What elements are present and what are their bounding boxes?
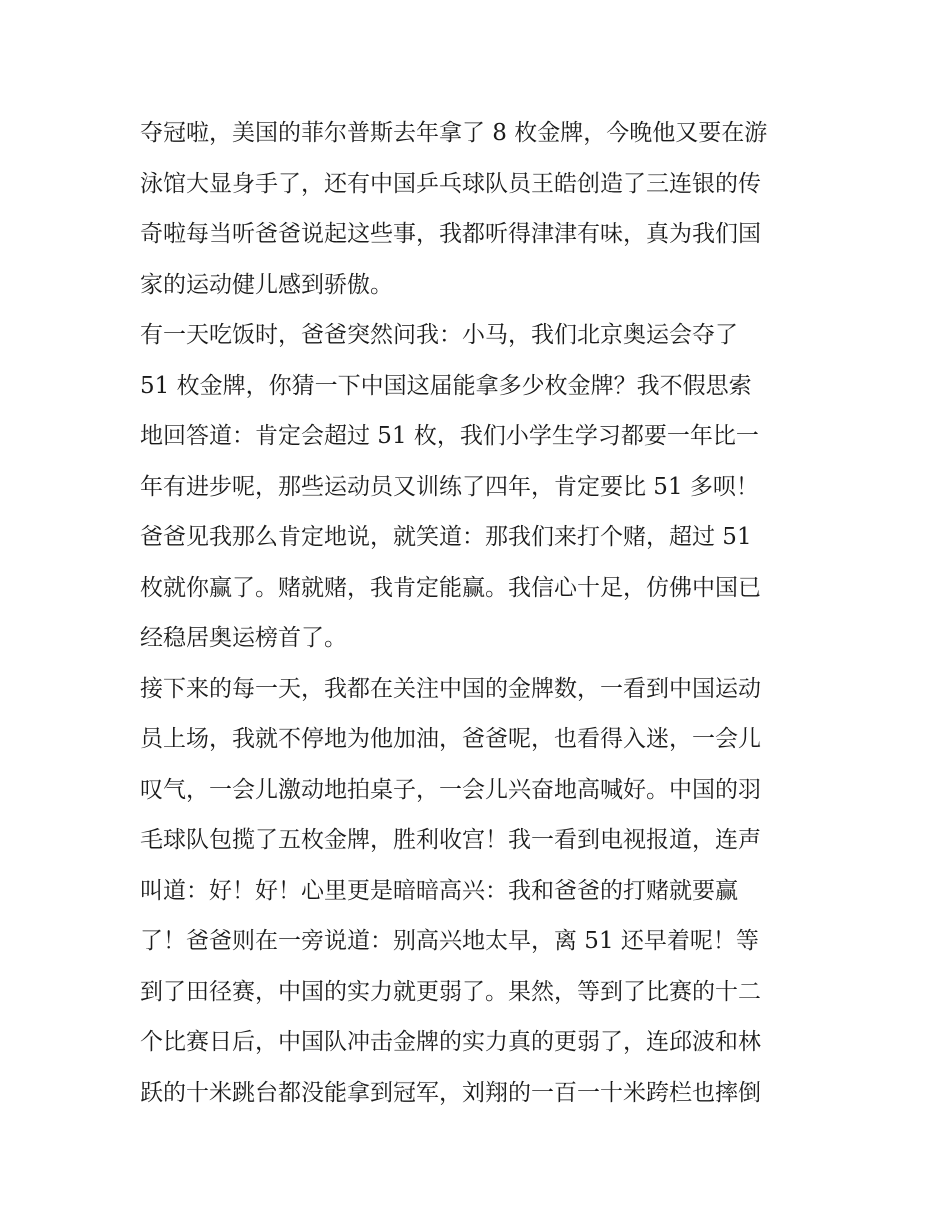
text-line: 地回答道：肯定会超过 51 枚，我们小学生学习都要一年比一 <box>140 423 759 449</box>
text-line: 51 枚金牌，你猜一下中国这届能拿多少枚金牌？我不假思索 <box>140 372 752 399</box>
text-line: 枚就你赢了。赌就赌，我肯定能赢。我信心十足，仿佛中国已 <box>140 574 761 601</box>
text-line: 爸爸见我那么肯定地说，就笑道：那我们来打个赌，超过 51 <box>140 524 752 550</box>
text-line: 有一天吃饭时，爸爸突然问我：小马，我们北京奥运会夺了 <box>140 322 738 348</box>
text-line: 跃的十米跳台都没能拿到冠军，刘翔的一百一十米跨栏也摔倒 <box>140 1079 761 1106</box>
text-line: 叹气，一会儿激动地拍桌子，一会儿兴奋地高喊好。中国的羽 <box>140 776 761 803</box>
text-line: 员上场，我就不停地为他加油，爸爸呢，也看得入迷，一会儿 <box>140 726 761 752</box>
text-line: 了！爸爸则在一旁说道：别高兴地太早，离 51 还早着呢！等 <box>140 928 759 954</box>
text-line: 夺冠啦，美国的菲尔普斯去年拿了 8 枚金牌，今晚他又要在游 <box>140 120 768 146</box>
text-line: 个比赛日后，中国队冲击金牌的实力真的更弱了，连邱波和林 <box>140 1029 761 1055</box>
text-line: 毛球队包揽了五枚金牌，胜利收宫！我一看到电视报道，连声 <box>140 827 761 853</box>
text-line: 经稳居奥运榜首了。 <box>140 625 347 651</box>
text-line: 奇啦每当听爸爸说起这些事，我都听得津津有味，真为我们国 <box>140 221 761 247</box>
text-line: 泳馆大显身手了，还有中国乒乓球队员王皓创造了三连银的传 <box>140 170 761 197</box>
text-line: 年有进步呢，那些运动员又训练了四年，肯定要比 51 多呗！ <box>140 473 759 500</box>
text-line: 家的运动健儿感到骄傲。 <box>140 271 393 298</box>
text-line: 到了田径赛，中国的实力就更弱了。果然，等到了比赛的十二 <box>140 978 761 1005</box>
text-line: 叫道：好！好！心里更是暗暗高兴：我和爸爸的打赌就要赢 <box>140 877 738 904</box>
document-body <box>140 108 820 1118</box>
text-line: 接下来的每一天，我都在关注中国的金牌数，一看到中国运动 <box>140 675 761 702</box>
